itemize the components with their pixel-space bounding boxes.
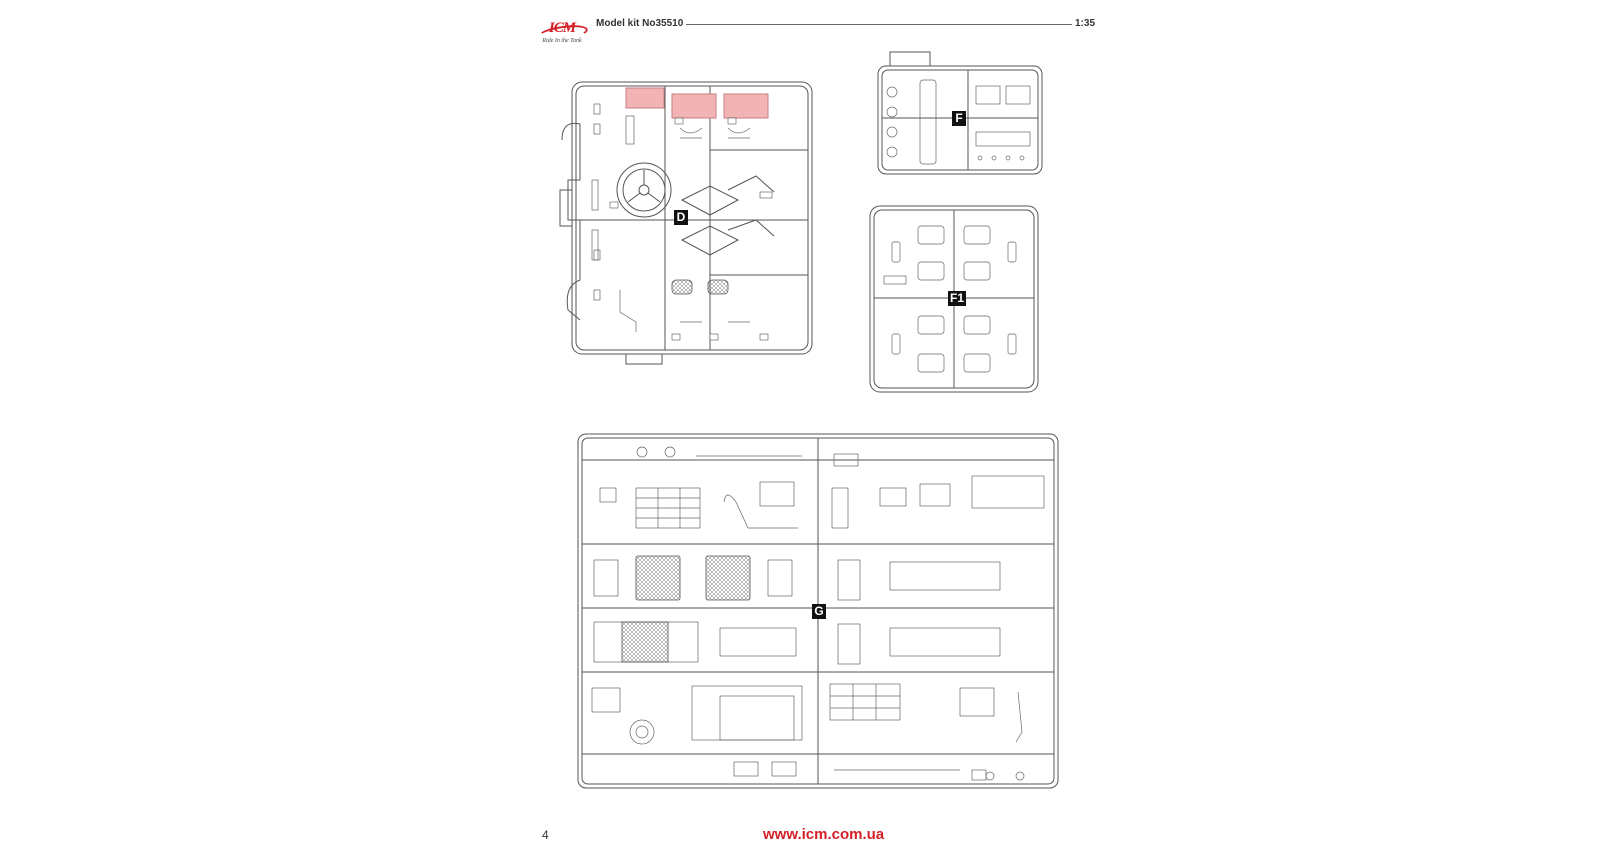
- sprue-f1-label: F1: [949, 291, 964, 305]
- icm-logo: [536, 20, 588, 48]
- website-url[interactable]: www.icm.com.ua: [763, 826, 885, 843]
- sprue-d-drawing: [560, 80, 816, 370]
- sprue-d-label: D: [674, 210, 688, 225]
- page-header: [0, 0, 1620, 50]
- header-rule: [686, 24, 1072, 25]
- logo-text: ICM: [548, 20, 576, 36]
- sprue-f-label: F: [952, 111, 966, 126]
- logo-tagline: Ride In the Tank: [542, 38, 582, 44]
- model-kit-number: Model kit No35510: [596, 18, 684, 29]
- scale-label: 1:35: [1075, 18, 1096, 29]
- page-number: 4: [542, 828, 549, 842]
- sprue-g-label: G: [812, 604, 826, 619]
